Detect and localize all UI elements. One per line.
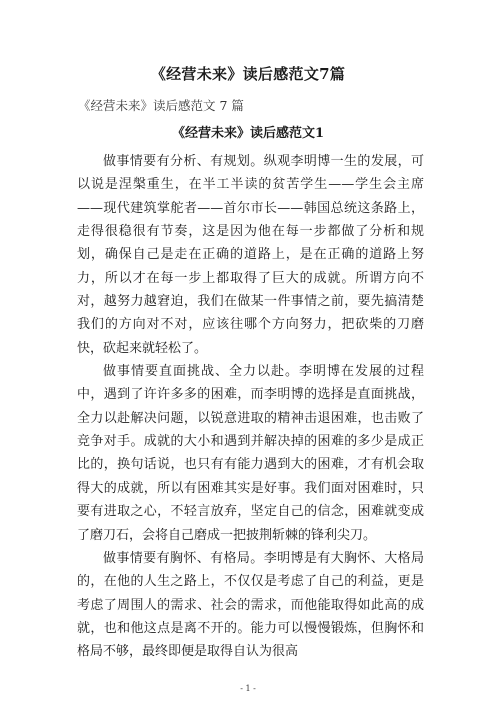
page-number: - 1 - (240, 684, 256, 693)
paragraph: 做事情要有分析、有规划。纵观李明博一生的发展，可以说是涅槃重生，在半工半读的贫苦学生——学生会主席——现代建筑掌舵者——首尔市长——韩国总统这条路上，走得很稳很有节奏，这是因为他在每一步都做了分析和规划，确保自己是走在正确的道路上，是在正确的道路上努力，所以才在每一步上都取得了巨大的成就。所谓方向不对，越努力越窘迫，我们在做某一件事情之前，要先搞清楚我们的方向对不对，应该往哪个方向努力，把砍柴的刀磨快，砍起来就轻松了。 (77, 154, 424, 356)
paragraph: 做事情要有胸怀、有格局。李明博是有大胸怀、大格局的，在他的人生之路上，不仅仅是考虑了自己的利益，更是考虑了周围人的需求、社会的需求，而他能取得如此高的成就，也和他这点是离不开的。能力可以慢慢锻炼，但胸怀和格局不够，最终即便是取得自认为很高 (77, 550, 424, 660)
section-title: 《经营未来》读后感范文1 (171, 126, 325, 141)
document-title: 《经营未来》读后感范文7篇 (150, 65, 346, 83)
paragraph: 做事情要直面挑战、全力以赴。李明博在发展的过程中，遇到了许许多多的困难，而李明博的选择是直面挑战，全力以赴解决问题，以锐意进取的精神击退困难，也击败了竞争对手。成就的大小和遇到并解决掉的困难的多少是成正比的，换句话说，也只有有能力遇到大的困难，才有机会取得大的成就，所以有困难其实是好事。我们面对困难时，只要有进取之心，不轻言放弃，坚定自己的信念，困难就变成了磨刀石，会将自己磨成一把披荆斩棘的锋利尖刀。 (77, 364, 424, 543)
document-subtitle: 《经营未来》读后感范文 7 篇 (78, 98, 244, 113)
document-body (77, 150, 424, 664)
